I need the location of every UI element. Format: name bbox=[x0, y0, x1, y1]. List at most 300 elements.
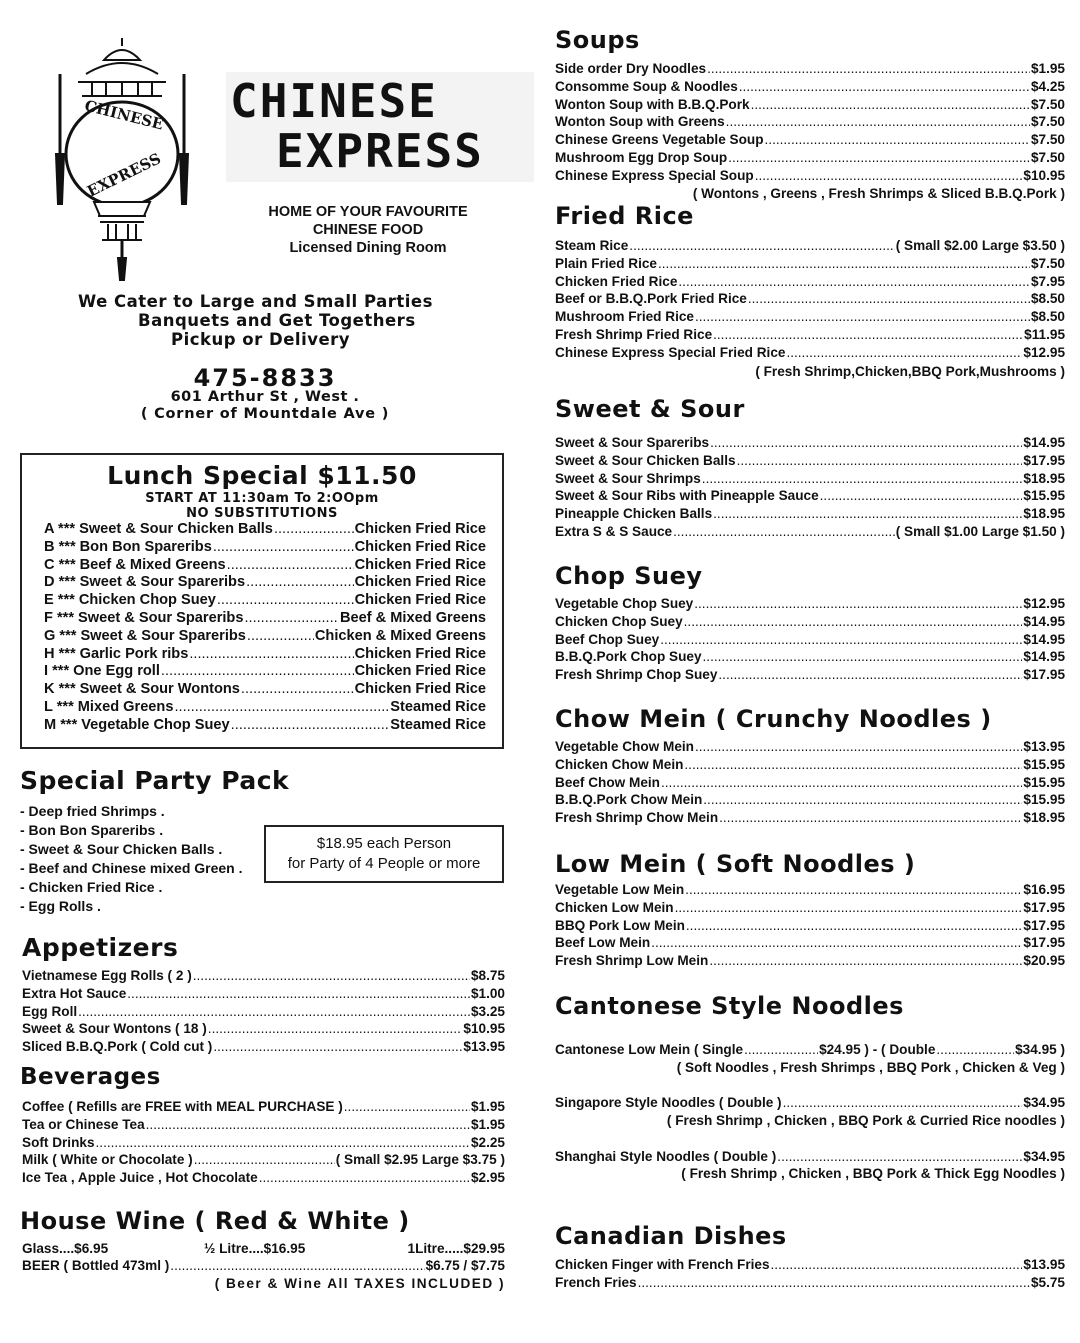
emblem-bottom-text: EXPRESS bbox=[84, 149, 164, 201]
dot-leader bbox=[247, 628, 314, 646]
menu-item bbox=[555, 273, 1065, 291]
menu-item bbox=[555, 756, 1065, 774]
menu-item bbox=[22, 1038, 505, 1056]
wine-half-litre: ½ Litre....$16.95 bbox=[204, 1241, 306, 1256]
lunch-item-side: Chicken Fried Rice bbox=[354, 681, 486, 698]
dot-leader bbox=[658, 255, 1030, 273]
address-corner: ( Corner of Mountdale Ave ) bbox=[140, 406, 390, 422]
item-price: ( Small $2.95 Large $3.75 ) bbox=[335, 1152, 505, 1168]
menu-item bbox=[555, 648, 1065, 666]
cater-line-2: Banquets and Get Togethers bbox=[138, 311, 416, 330]
dot-leader bbox=[189, 646, 353, 664]
item-name: Fresh Shrimp Low Mein bbox=[555, 953, 709, 969]
item-price: $8.75 bbox=[470, 968, 505, 983]
item-name: Side order Dry Noodles bbox=[555, 61, 707, 76]
dot-leader bbox=[241, 681, 354, 699]
menu-item bbox=[555, 899, 1065, 917]
item-price: $7.50 bbox=[1030, 114, 1065, 130]
item-price: $13.95 bbox=[1023, 1257, 1065, 1272]
menu-item bbox=[555, 290, 1065, 308]
dot-leader bbox=[194, 1151, 335, 1169]
catering-info bbox=[78, 292, 498, 349]
dot-leader bbox=[726, 113, 1030, 131]
dot-leader bbox=[174, 699, 389, 717]
sweet-sour-title: Sweet & Sour bbox=[555, 395, 745, 423]
sweet-sour-list bbox=[555, 434, 1065, 541]
wine-prices bbox=[22, 1240, 505, 1292]
appetizers-list bbox=[22, 967, 505, 1056]
item-price: $2.25 bbox=[470, 1134, 505, 1150]
wine-litre: 1Litre.....$29.95 bbox=[407, 1241, 505, 1256]
menu-item bbox=[22, 967, 505, 985]
item-price: $1.95 bbox=[1030, 61, 1065, 76]
dot-leader bbox=[678, 273, 1030, 291]
menu-item bbox=[555, 738, 1065, 756]
appetizers-title: Appetizers bbox=[22, 933, 179, 962]
item-name: French Fries bbox=[555, 1274, 637, 1290]
item-price: $8.50 bbox=[1030, 309, 1065, 325]
lunch-title: Lunch Special $11.50 bbox=[107, 461, 417, 490]
menu-item bbox=[555, 255, 1065, 273]
menu-item bbox=[555, 1256, 1065, 1274]
item-name: Mushroom Fried Rice bbox=[555, 309, 694, 325]
menu-item bbox=[555, 60, 1065, 78]
item-price: $8.50 bbox=[1030, 291, 1065, 307]
item-name: Chinese Express Special Fried Rice bbox=[555, 344, 786, 360]
lunch-item bbox=[44, 539, 486, 557]
item-price: $7.50 bbox=[1030, 255, 1065, 271]
lunch-item-side: Chicken Fried Rice bbox=[354, 645, 486, 662]
lunch-item bbox=[44, 663, 486, 681]
item-price: $10.95 bbox=[1023, 167, 1065, 183]
cantonese-low-mein-note: ( Soft Noodles , Fresh Shrimps , BBQ Pork , Chicken & Veg ) bbox=[676, 1059, 1065, 1075]
item-price: $13.95 bbox=[1023, 739, 1065, 754]
menu-item bbox=[555, 96, 1065, 114]
canadian-list bbox=[555, 1256, 1065, 1292]
party-price-box bbox=[264, 825, 504, 883]
item-name: B.B.Q.Pork Chow Mein bbox=[555, 792, 703, 808]
menu-item bbox=[555, 452, 1065, 470]
item-price: $14.95 bbox=[1023, 435, 1065, 450]
menu-item bbox=[555, 934, 1065, 952]
beverages-list bbox=[22, 1098, 505, 1187]
item-price: $7.50 bbox=[1030, 96, 1065, 112]
item-name: Chinese Greens Vegetable Soup bbox=[555, 132, 764, 148]
item-name: Coffee ( Refills are FREE with MEAL PURCHASE ) bbox=[22, 1099, 343, 1114]
dot-leader bbox=[771, 1256, 1023, 1274]
item-price: $15.95 bbox=[1023, 756, 1065, 772]
dot-leader bbox=[244, 610, 339, 628]
item-name: Vegetable Low Mein bbox=[555, 882, 685, 897]
item-name: Egg Roll bbox=[22, 1003, 78, 1019]
low-mein-list bbox=[555, 881, 1065, 970]
lunch-item-code: F *** bbox=[44, 609, 75, 626]
dot-leader bbox=[660, 631, 1022, 649]
dot-leader bbox=[78, 1003, 470, 1021]
lunch-item bbox=[44, 592, 486, 610]
item-name: Chicken Finger with French Fries bbox=[555, 1257, 770, 1272]
dot-leader bbox=[713, 326, 1023, 344]
fried-rice-list bbox=[555, 237, 1065, 362]
lunch-item-name: Bon Bon Spareribs bbox=[79, 538, 212, 555]
menu-item bbox=[555, 113, 1065, 131]
cater-line-1: We Cater to Large and Small Parties bbox=[78, 292, 433, 311]
item-name: Pineapple Chicken Balls bbox=[555, 506, 713, 522]
menu-item bbox=[555, 881, 1065, 899]
phone-number: 475-8833 bbox=[193, 364, 337, 392]
dot-leader bbox=[227, 557, 354, 575]
item-price: $11.95 bbox=[1024, 326, 1065, 342]
item-price: $20.95 bbox=[1023, 953, 1065, 969]
menu-item bbox=[555, 237, 1065, 255]
dot-leader bbox=[786, 344, 1022, 362]
lunch-item bbox=[44, 681, 486, 699]
dot-leader bbox=[96, 1134, 470, 1152]
lunch-item-code: D *** bbox=[44, 574, 76, 591]
party-item: - Bon Bon Spareribs . bbox=[20, 822, 164, 838]
lunch-list bbox=[22, 521, 502, 735]
menu-item bbox=[555, 326, 1065, 344]
item-price: $7.95 bbox=[1030, 273, 1065, 289]
dot-leader bbox=[765, 131, 1030, 149]
item-name: Sweet & Sour Chicken Balls bbox=[555, 452, 736, 468]
lunch-item-code: B *** bbox=[44, 538, 76, 555]
menu-item bbox=[22, 1003, 505, 1021]
item-name: Vegetable Chop Suey bbox=[555, 596, 694, 611]
lunch-item-name: Sweet & Sour Chicken Balls bbox=[79, 521, 273, 537]
beer-row: BEER ( Bottled 473ml ) ..... $6.75 / $7.75 bbox=[22, 1257, 505, 1275]
lunch-item-code: K *** bbox=[44, 681, 76, 698]
dot-leader bbox=[246, 574, 354, 592]
item-price: $1.00 bbox=[470, 985, 505, 1001]
lunch-item-side: Chicken Fried Rice bbox=[354, 574, 486, 591]
dot-leader bbox=[684, 756, 1022, 774]
dot-leader bbox=[710, 434, 1022, 452]
item-price: $5.75 bbox=[1030, 1274, 1065, 1290]
item-price: $17.95 bbox=[1023, 667, 1065, 683]
item-price: $17.95 bbox=[1023, 917, 1065, 933]
lantern-emblem-icon bbox=[38, 34, 206, 282]
dot-leader bbox=[755, 167, 1023, 185]
item-price: $2.95 bbox=[470, 1170, 505, 1186]
lunch-item-code: A *** bbox=[44, 521, 76, 537]
shanghai-noodles-note: ( Fresh Shrimp , Chicken , BBQ Pork & Thick Egg Noodles ) bbox=[681, 1166, 1065, 1182]
item-price: $15.95 bbox=[1023, 774, 1065, 790]
dot-leader bbox=[748, 290, 1030, 308]
lunch-item bbox=[44, 628, 486, 646]
dot-leader bbox=[146, 1116, 470, 1134]
item-name: Extra S & S Sauce bbox=[555, 523, 673, 539]
lunch-item bbox=[44, 646, 486, 664]
item-price: $4.25 bbox=[1030, 78, 1065, 94]
lunch-item-name: Mixed Greens bbox=[77, 698, 174, 715]
party-title: Special Party Pack bbox=[20, 766, 290, 795]
dot-leader bbox=[694, 595, 1022, 613]
lunch-item-name: Sweet & Sour Spareribs bbox=[80, 627, 246, 644]
lunch-item-side: Steamed Rice bbox=[390, 716, 486, 733]
dot-leader bbox=[213, 539, 354, 557]
item-name: Wonton Soup with Greens bbox=[555, 114, 725, 130]
party-price-1: $18.95 each Person bbox=[316, 835, 452, 852]
dot-leader bbox=[344, 1098, 470, 1116]
menu-item bbox=[22, 985, 505, 1003]
tagline-2: CHINESE FOOD bbox=[312, 222, 424, 238]
singapore-noodles-note: ( Fresh Shrimp , Chicken , BBQ Pork & Curried Rice noodles ) bbox=[666, 1112, 1065, 1128]
dot-leader bbox=[685, 881, 1022, 899]
dot-leader bbox=[703, 648, 1023, 666]
item-name: Beef Chop Suey bbox=[555, 631, 660, 647]
dot-leader bbox=[709, 952, 1022, 970]
item-price: $7.50 bbox=[1030, 149, 1065, 165]
dot-leader bbox=[695, 308, 1030, 326]
chop-suey-list bbox=[555, 595, 1065, 684]
item-name: Ice Tea , Apple Juice , Hot Chocolate bbox=[22, 1170, 258, 1186]
menu-item bbox=[555, 1274, 1065, 1292]
item-price: $17.95 bbox=[1023, 935, 1065, 951]
cantonese-low-mein: Cantonese Low Mein ( Single ..... $24.95 ) - ( Double ..... $34.95 ) bbox=[555, 1041, 1065, 1059]
item-name: Chicken Low Mein bbox=[555, 899, 674, 915]
wine-glass: Glass....$6.95 bbox=[22, 1241, 109, 1256]
dot-leader bbox=[751, 96, 1030, 114]
item-name: Beef Low Mein bbox=[555, 935, 651, 951]
lunch-item-name: Sweet & Sour Wontons bbox=[79, 681, 240, 698]
lunch-item bbox=[44, 521, 486, 539]
wine-title: House Wine ( Red & White ) bbox=[20, 1207, 410, 1235]
soups-note: ( Wontons , Greens , Fresh Shrimps & Sliced B.B.Q.Pork ) bbox=[692, 186, 1065, 201]
menu-item bbox=[555, 78, 1065, 96]
lunch-item-code: G *** bbox=[44, 627, 77, 644]
dot-leader bbox=[127, 985, 470, 1003]
item-name: Chinese Express Special Soup bbox=[555, 167, 754, 183]
item-name: Beef Chow Mein bbox=[555, 774, 660, 790]
dot-leader bbox=[651, 934, 1022, 952]
item-price: ( Small $1.00 Large $1.50 ) bbox=[895, 523, 1065, 539]
lunch-item bbox=[44, 699, 486, 717]
tagline-3: Licensed Dining Room bbox=[289, 240, 447, 256]
lunch-item-side: Chicken Fried Rice bbox=[354, 592, 486, 609]
cater-line-3: Pickup or Delivery bbox=[171, 330, 351, 349]
lunch-hours: START AT 11:30am To 2:OOpm bbox=[145, 491, 379, 506]
menu-item bbox=[555, 523, 1065, 541]
dot-leader bbox=[673, 523, 895, 541]
party-item: - Egg Rolls . bbox=[20, 898, 101, 914]
lunch-item-name: Sweet & Sour Spareribs bbox=[78, 609, 244, 626]
item-price: $18.95 bbox=[1023, 810, 1065, 826]
item-price: $12.95 bbox=[1023, 344, 1065, 360]
menu-item bbox=[555, 470, 1065, 488]
dot-leader bbox=[193, 967, 470, 985]
item-name: Beef or B.B.Q.Pork Fried Rice bbox=[555, 291, 747, 307]
lunch-item-code: I *** bbox=[44, 663, 70, 680]
lunch-item-side: Chicken Fried Rice bbox=[354, 556, 486, 573]
menu-item bbox=[555, 149, 1065, 167]
lunch-item-code: E *** bbox=[44, 592, 75, 609]
dot-leader bbox=[703, 791, 1022, 809]
item-name: Milk ( White or Chocolate ) bbox=[22, 1152, 193, 1168]
item-price: $18.95 bbox=[1023, 506, 1065, 522]
dot-leader bbox=[702, 470, 1023, 488]
dot-leader bbox=[208, 1020, 463, 1038]
dot-leader bbox=[739, 78, 1030, 96]
chow-mein-list bbox=[555, 738, 1065, 827]
dot-leader bbox=[686, 917, 1023, 935]
party-item: - Chicken Fried Rice . bbox=[20, 879, 163, 895]
lunch-item-side: Steamed Rice bbox=[390, 698, 486, 715]
item-price: $3.25 bbox=[470, 1003, 505, 1019]
lunch-item-side: Chicken & Mixed Greens bbox=[314, 627, 486, 644]
dot-leader bbox=[161, 663, 354, 681]
item-name: Sliced B.B.Q.Pork ( Cold cut ) bbox=[22, 1039, 213, 1055]
item-name: Fresh Shrimp Chow Mein bbox=[555, 810, 719, 826]
menu-item bbox=[22, 1116, 505, 1134]
soups-title: Soups bbox=[555, 26, 640, 54]
item-name: Extra Hot Sauce bbox=[22, 985, 127, 1001]
lunch-item-name: Sweet & Sour Spareribs bbox=[79, 574, 246, 591]
menu-item bbox=[555, 917, 1065, 935]
dot-leader bbox=[718, 666, 1022, 684]
lunch-item-name: Vegetable Chop Suey bbox=[81, 716, 230, 733]
canadian-title: Canadian Dishes bbox=[555, 1222, 787, 1250]
lunch-note: NO SUBSTITUTIONS bbox=[186, 506, 338, 521]
wine-note: ( Beer & Wine All TAXES INCLUDED ) bbox=[214, 1275, 505, 1291]
item-name: Sweet & Sour Wontons ( 18 ) bbox=[22, 1021, 207, 1037]
tagline-1: HOME OF YOUR FAVOURITE bbox=[268, 204, 468, 220]
menu-item bbox=[555, 666, 1065, 684]
item-name: B.B.Q.Pork Chop Suey bbox=[555, 649, 702, 665]
item-name: Vegetable Chow Mein bbox=[555, 739, 694, 754]
dot-leader bbox=[675, 899, 1023, 917]
item-name: Steam Rice bbox=[555, 238, 629, 253]
menu-item bbox=[555, 595, 1065, 613]
item-name: Vietnamese Egg Rolls ( 2 ) bbox=[22, 968, 192, 983]
item-price: $15.95 bbox=[1023, 792, 1065, 808]
dot-leader bbox=[217, 592, 354, 610]
lunch-item-code: C *** bbox=[44, 556, 76, 573]
menu-item bbox=[555, 344, 1065, 362]
dot-leader bbox=[737, 452, 1023, 470]
lunch-item-name: Garlic Pork ribs bbox=[79, 645, 189, 662]
wordmark-line-1: CHINESE bbox=[230, 74, 438, 128]
menu-item bbox=[22, 1134, 505, 1152]
fried-rice-title: Fried Rice bbox=[555, 202, 694, 230]
item-price: $18.95 bbox=[1023, 470, 1065, 486]
wordmark-line-2: EXPRESS bbox=[276, 124, 484, 178]
dot-leader bbox=[713, 505, 1022, 523]
item-name: Chicken Chop Suey bbox=[555, 613, 683, 629]
dot-leader bbox=[820, 487, 1023, 505]
item-price: $14.95 bbox=[1023, 613, 1065, 629]
address: 601 Arthur St , West . bbox=[170, 389, 360, 405]
party-item: - Deep fried Shrimps . bbox=[20, 803, 165, 819]
item-price: $16.95 bbox=[1023, 882, 1065, 897]
chow-mein-title: Chow Mein ( Crunchy Noodles ) bbox=[555, 705, 992, 733]
menu-item bbox=[555, 434, 1065, 452]
lunch-item bbox=[44, 610, 486, 628]
dot-leader bbox=[629, 237, 894, 255]
item-price: $17.95 bbox=[1023, 452, 1065, 468]
menu-item bbox=[555, 308, 1065, 326]
low-mein-title: Low Mein ( Soft Noodles ) bbox=[555, 850, 916, 878]
dot-leader bbox=[231, 717, 390, 735]
tagline bbox=[226, 203, 510, 257]
menu-item bbox=[555, 613, 1065, 631]
menu-item bbox=[555, 487, 1065, 505]
dot-leader bbox=[695, 738, 1022, 756]
lunch-item-side: Chicken Fried Rice bbox=[354, 663, 486, 680]
menu-item bbox=[555, 131, 1065, 149]
menu-item bbox=[555, 952, 1065, 970]
item-price: ( Small $2.00 Large $3.50 ) bbox=[895, 238, 1065, 253]
menu-item bbox=[22, 1169, 505, 1187]
lunch-item-side: Chicken Fried Rice bbox=[354, 538, 486, 555]
singapore-noodles: Singapore Style Noodles ( Double ) ..... $34.95 bbox=[555, 1094, 1065, 1112]
lunch-item bbox=[44, 717, 486, 735]
item-name: Soft Drinks bbox=[22, 1134, 95, 1150]
brand-wordmark bbox=[226, 72, 534, 182]
emblem-top-text: CHINESE bbox=[82, 96, 166, 134]
chop-suey-title: Chop Suey bbox=[555, 562, 703, 590]
lunch-item-name: Beef & Mixed Greens bbox=[79, 556, 226, 573]
dot-leader bbox=[274, 521, 354, 539]
party-list bbox=[20, 802, 270, 916]
item-name: Wonton Soup with B.B.Q.Pork bbox=[555, 96, 750, 112]
lunch-special-box bbox=[20, 453, 504, 749]
item-name: Plain Fried Rice bbox=[555, 255, 657, 271]
item-price: $1.95 bbox=[470, 1099, 505, 1114]
dot-leader bbox=[213, 1038, 462, 1056]
fried-rice-note: ( Fresh Shrimp,Chicken,BBQ Pork,Mushrooms ) bbox=[755, 364, 1065, 379]
party-price-2: for Party of 4 People or more bbox=[287, 855, 481, 872]
dot-leader bbox=[638, 1274, 1030, 1292]
item-name: Sweet & Sour Spareribs bbox=[555, 435, 710, 450]
dot-leader bbox=[707, 60, 1030, 78]
item-name: Chicken Chow Mein bbox=[555, 756, 684, 772]
lunch-item-code: M *** bbox=[44, 716, 78, 733]
item-price: $1.95 bbox=[470, 1116, 505, 1132]
item-price: $14.95 bbox=[1023, 649, 1065, 665]
item-price: $14.95 bbox=[1023, 631, 1065, 647]
menu-item bbox=[555, 631, 1065, 649]
item-name: BBQ Pork Low Mein bbox=[555, 917, 685, 933]
lunch-item-name: One Egg roll bbox=[73, 663, 160, 680]
cantonese-list bbox=[555, 1041, 1065, 1182]
dot-leader bbox=[728, 149, 1030, 167]
item-price: $17.95 bbox=[1023, 899, 1065, 915]
menu-item bbox=[555, 167, 1065, 185]
item-name: Chicken Fried Rice bbox=[555, 273, 678, 289]
menu-item bbox=[555, 505, 1065, 523]
lunch-item-side: Chicken Fried Rice bbox=[354, 521, 486, 537]
item-price: $15.95 bbox=[1023, 488, 1065, 504]
beverages-title: Beverages bbox=[20, 1064, 161, 1090]
lunch-item-name: Chicken Chop Suey bbox=[78, 592, 216, 609]
menu-item bbox=[22, 1151, 505, 1169]
item-name: Fresh Shrimp Chop Suey bbox=[555, 667, 718, 683]
dot-leader bbox=[661, 774, 1022, 792]
cantonese-title: Cantonese Style Noodles bbox=[555, 992, 904, 1020]
item-price: $10.95 bbox=[463, 1021, 505, 1037]
menu-item bbox=[555, 809, 1065, 827]
item-name: Mushroom Egg Drop Soup bbox=[555, 149, 728, 165]
lunch-item bbox=[44, 557, 486, 575]
lunch-item-code: L *** bbox=[44, 698, 74, 715]
lunch-item bbox=[44, 574, 486, 592]
item-price: $13.95 bbox=[463, 1039, 505, 1055]
shanghai-noodles: Shanghai Style Noodles ( Double ) ..... $34.95 bbox=[555, 1148, 1065, 1166]
dot-leader bbox=[259, 1169, 470, 1187]
lunch-item-side: Beef & Mixed Greens bbox=[340, 609, 486, 626]
party-item: - Sweet & Sour Chicken Balls . bbox=[20, 841, 223, 857]
